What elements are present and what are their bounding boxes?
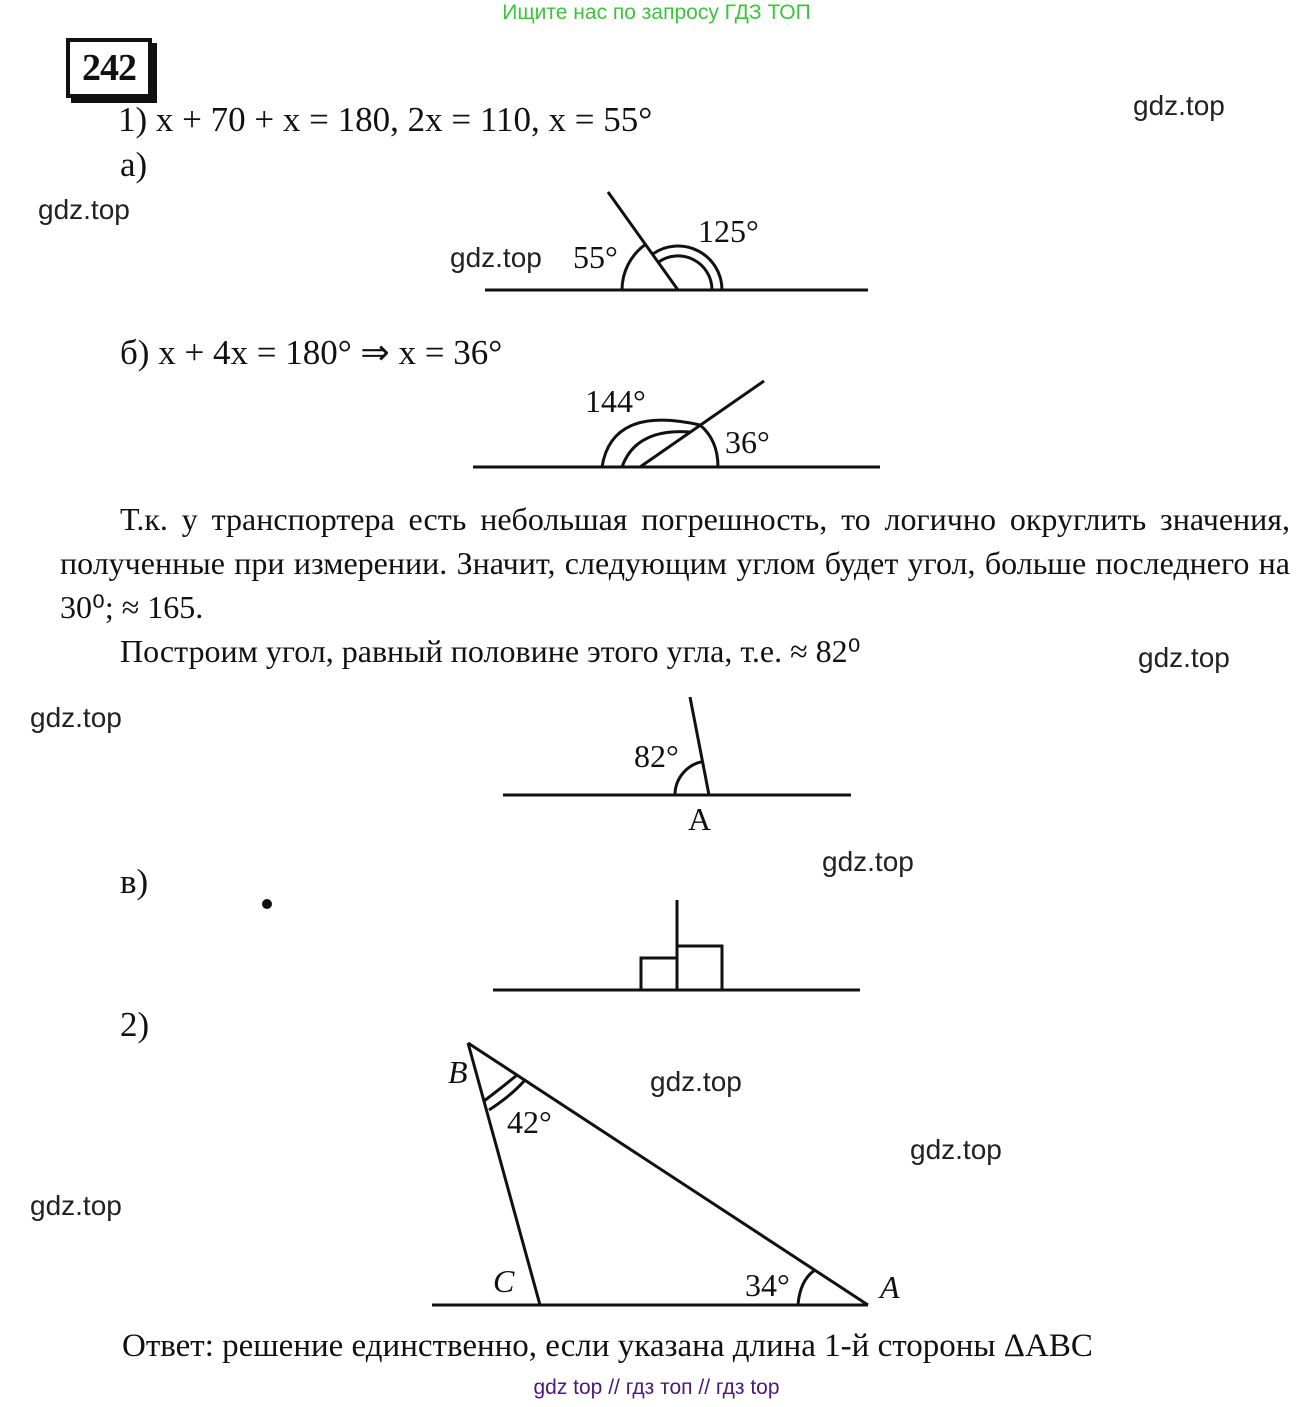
vertex-a-label: A [880, 1269, 900, 1305]
watermark: gdz.top [30, 1190, 122, 1221]
watermark: gdz.top [822, 846, 914, 877]
point-a-label: A [688, 801, 712, 837]
watermark: gdz.top [38, 194, 130, 225]
stray-dot [262, 899, 272, 909]
angle-55-label: 55° [573, 239, 618, 275]
angle-36-label: 36° [725, 424, 770, 460]
diagram-b [473, 381, 880, 467]
watermark: gdz.top [30, 702, 122, 733]
angle-34-label: 34° [745, 1267, 790, 1303]
watermark: gdz.top [910, 1134, 1002, 1165]
explanation-text: Т.к. у транспортера есть небольшая погрешность, то логично округлить значения, полученные при измерении. Значит, следующим углом будет угол, больше последнего на 30⁰; ≈ 165. [60, 501, 1290, 625]
search-promo-banner[interactable]: Ищите нас по запросу ГДЗ ТОП [502, 1, 811, 24]
vertex-c-label: C [493, 1263, 515, 1299]
vertex-b-label: B [448, 1054, 468, 1090]
part-b-equation: б) x + 4x = 180° ⇒ x = 36° [120, 333, 503, 372]
part-v-label: в) [120, 862, 149, 901]
watermark: gdz.top [1138, 642, 1230, 673]
watermark: gdz.top [650, 1066, 742, 1097]
footer-links[interactable]: gdz top // гдз топ // гдз top [533, 1376, 780, 1399]
angle-125-label: 125° [698, 213, 759, 249]
part-a-label: а) [120, 145, 148, 184]
angle-144-label: 144° [585, 383, 646, 419]
construction-text: Построим угол, равный половине этого угла, т.е. ≈ 82⁰ [120, 633, 861, 669]
diagram-v [493, 900, 860, 990]
part1-equation: 1) x + 70 + x = 180, 2x = 110, x = 55° [118, 100, 653, 139]
watermark: gdz.top [450, 242, 542, 273]
diagram-a [485, 192, 868, 290]
angle-42-label: 42° [507, 1104, 552, 1140]
angle-82-label: 82° [634, 738, 679, 774]
problem-number: 242 [66, 38, 152, 98]
part2-label: 2) [120, 1005, 150, 1044]
answer-text: Ответ: решение единственно, если указана длина 1-й стороны ΔABC [122, 1328, 1093, 1364]
watermark: gdz.top [1133, 90, 1225, 121]
